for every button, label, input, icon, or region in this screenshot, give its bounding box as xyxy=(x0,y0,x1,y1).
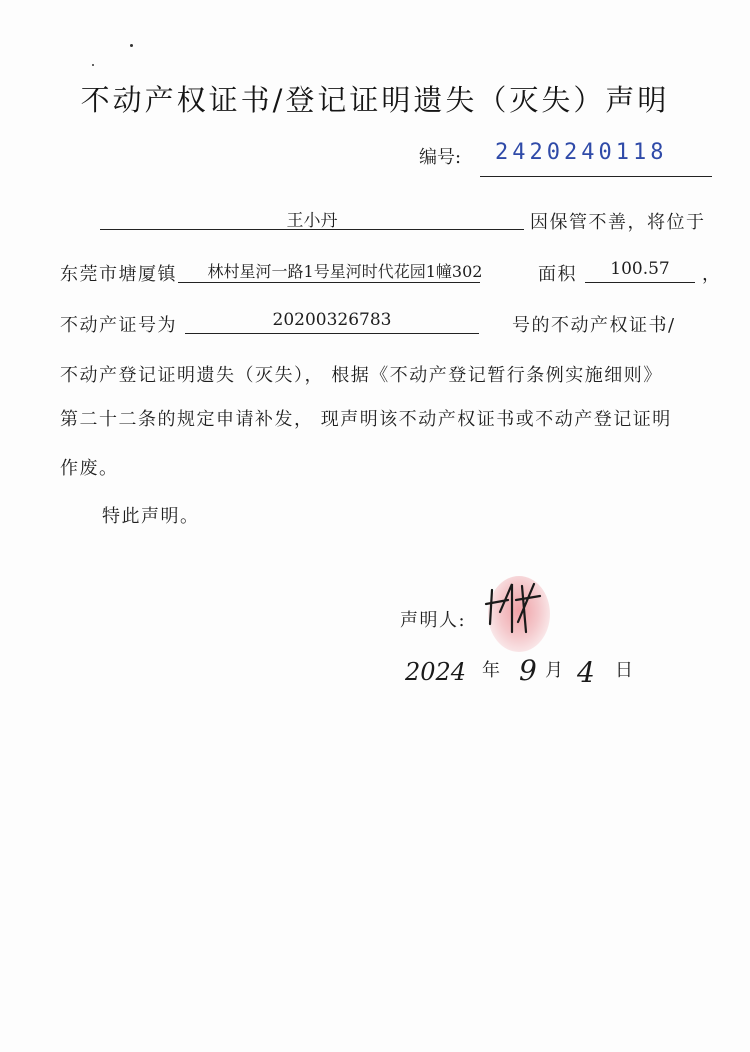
cert-prefix: 不动产证号为 xyxy=(60,315,177,336)
area-underline xyxy=(585,282,695,283)
address-underline xyxy=(178,282,480,283)
declarant-label: 声明人: xyxy=(400,610,467,631)
date-year-unit: 年 xyxy=(482,660,502,681)
cert-number-field: 20200326783 xyxy=(272,310,392,330)
declarant-name-field: 王小丹 xyxy=(286,211,338,231)
area-value-field: 100.57 xyxy=(610,259,670,279)
body-paragraph-line: 不动产登记证明遗失（灭失）， 根据《不动产登记暂行条例实施细则》 xyxy=(60,365,663,386)
area-label: 面积 xyxy=(538,264,577,285)
cert-underline xyxy=(185,333,479,334)
handwritten-signature xyxy=(478,578,548,638)
date-day-unit: 日 xyxy=(615,660,635,681)
scan-speck xyxy=(130,44,133,47)
serial-underline xyxy=(480,176,712,177)
body-paragraph-line: 作废。 xyxy=(60,458,119,479)
serial-number: 2420240118 xyxy=(495,140,668,165)
closing-statement: 特此声明。 xyxy=(102,506,200,527)
scan-speck xyxy=(92,64,94,66)
cert-suffix: 号的不动产权证书/ xyxy=(512,315,676,336)
area-comma: ， xyxy=(702,264,722,285)
document-title: 不动产权证书/登记证明遗失（灭失）声明 xyxy=(80,83,670,117)
property-address-field: 林村星河一路1号星河时代花园1幢302 xyxy=(207,262,483,281)
date-year: 2024 xyxy=(405,658,467,686)
line1-suffix: 因保管不善，将位于 xyxy=(530,212,706,233)
date-month: 9 xyxy=(519,654,537,687)
serial-label: 编号: xyxy=(419,147,462,168)
body-paragraph-line: 第二十二条的规定申请补发， 现声明该不动产权证书或不动产登记证明 xyxy=(60,409,672,430)
date-day: 4 xyxy=(577,656,595,689)
location-prefix: 东莞市塘厦镇 xyxy=(60,264,177,285)
date-month-unit: 月 xyxy=(545,660,565,681)
name-underline xyxy=(100,229,524,230)
